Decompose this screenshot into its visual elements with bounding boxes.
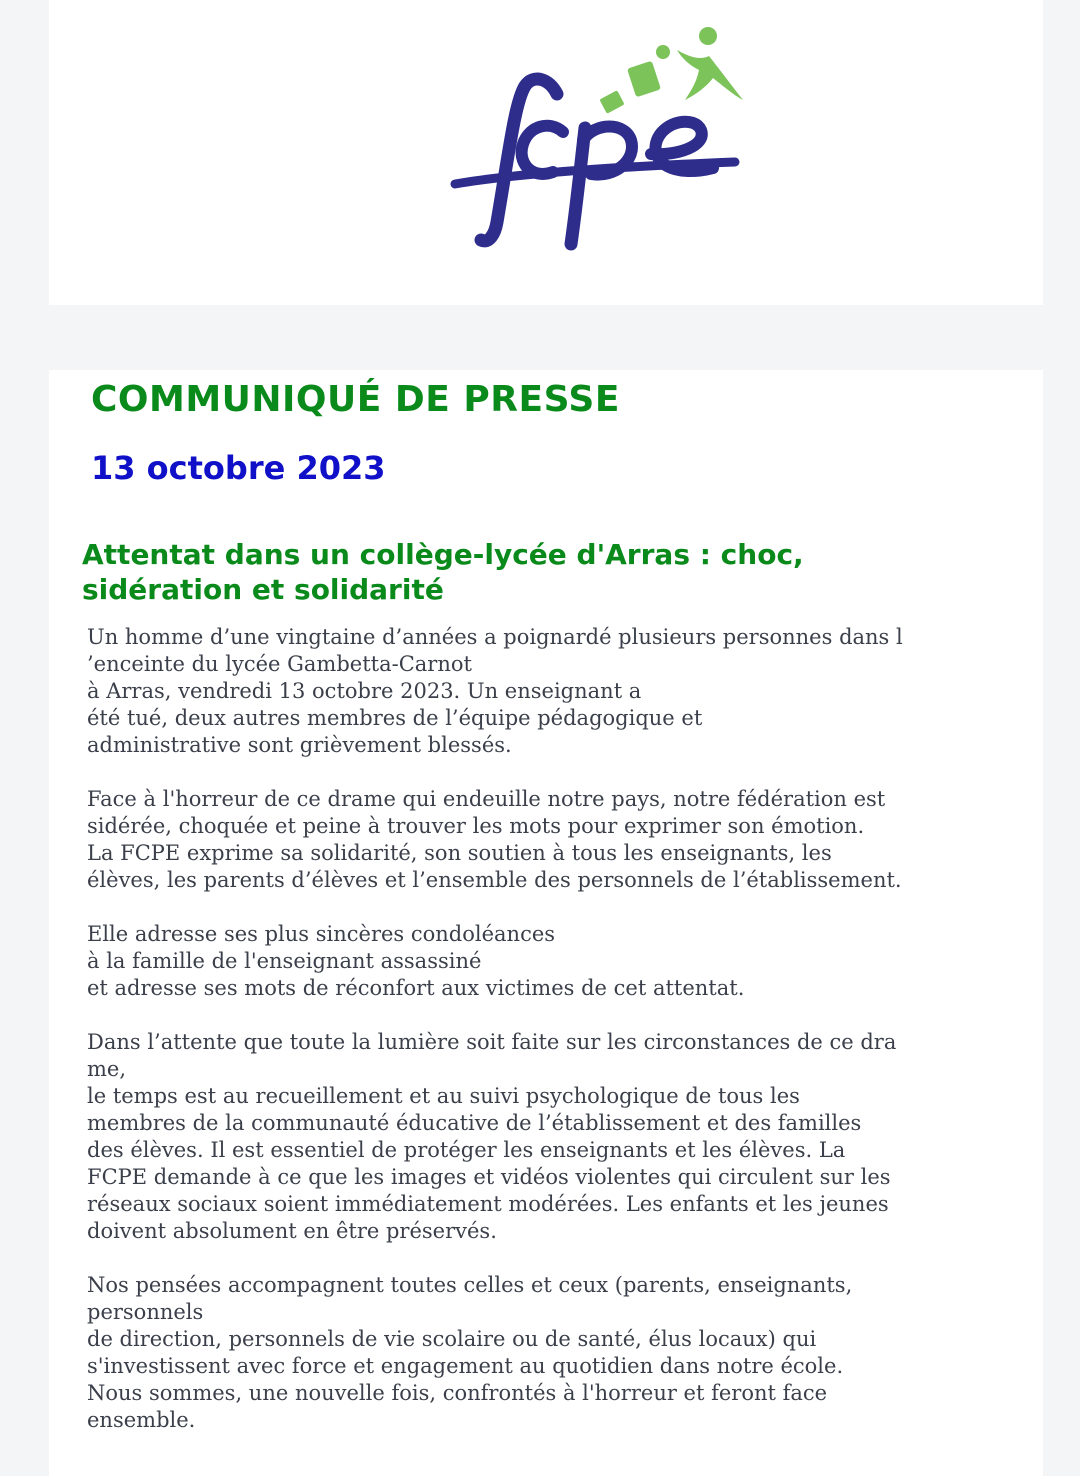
body-text — [87, 624, 1017, 1461]
headline — [82, 537, 982, 607]
headline-line-1: Attentat dans un collège-lycée d'Arras : choc, — [82, 538, 804, 571]
paragraph-incident: Un homme d’une vingtaine d’années a poignardé plusieurs personnes dans l ’enceinte du lycée Gambetta-Carnot à Arras, vendredi 13 octobre 2023. Un enseignant a été tué, deux autres membres de l’équipe pédagogique et administrative sont grièvement blessés. — [87, 625, 903, 757]
press-release-card — [49, 370, 1043, 1476]
headline-line-2: sidération et solidarité — [82, 573, 444, 606]
fcpe-logo — [445, 22, 755, 257]
release-date: 13 octobre 2023 — [91, 449, 386, 487]
paragraph-demands: Dans l’attente que toute la lumière soit faite sur les circonstances de ce dra me, le temps est au recueillement et au suivi psychologique de tous les membres de la communauté éducative de l’établissement et des familles des élèves. Il est essentiel de protéger les enseignants et les élèves. La FCPE demande à ce que les images et vidéos violentes qui circulent sur les réseaux sociaux soient immédiatement modérées. Les enfants et les jeunes doivent absolument en être préservés. — [87, 1030, 897, 1243]
paragraph-thoughts: Nos pensées accompagnent toutes celles et ceux (parents, enseignants, personnels de direction, personnels de vie scolaire ou de santé, élus locaux) qui s'investissent avec force et engagement au quotidien dans notre école. Nous sommes, une nouvelle fois, confrontés à l'horreur et feront face ensemble. — [87, 1273, 853, 1432]
paragraph-condolences: Elle adresse ses plus sincères condoléances à la famille de l'enseignant assassiné et adresse ses mots de réconfort aux victimes de cet attentat. — [87, 922, 745, 1000]
press-release-label: COMMUNIQUÉ DE PRESSE — [91, 379, 620, 420]
header-banner — [49, 0, 1043, 305]
paragraph-solidarity: Face à l'horreur de ce drame qui endeuille notre pays, notre fédération est sidérée, choquée et peine à trouver les mots pour exprimer son émotion. La FCPE exprime sa solidarité, son soutien à tous les enseignants, les élèves, les parents d’élèves et l’ensemble des personnels de l’établissement. — [87, 787, 902, 892]
logo-figures-icon — [599, 27, 743, 114]
logo-lettering-icon — [455, 79, 735, 244]
